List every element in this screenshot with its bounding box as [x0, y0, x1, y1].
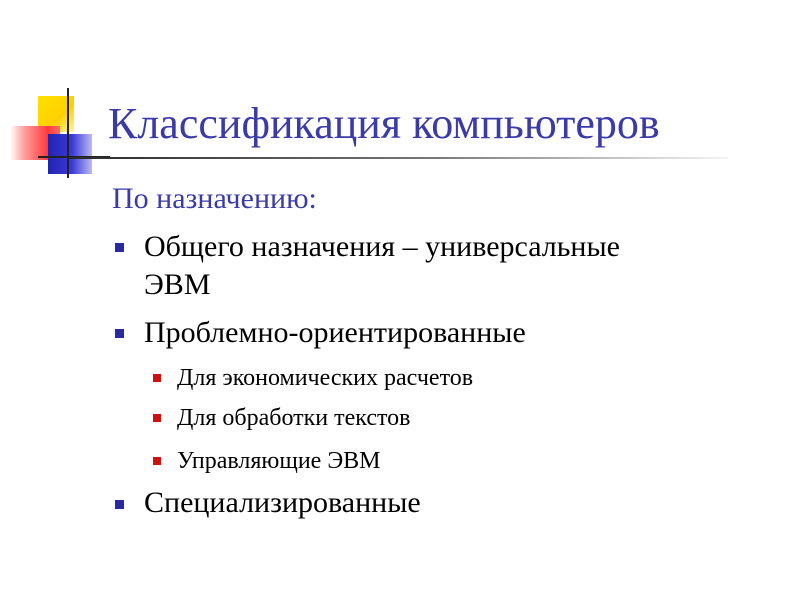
bullet-level1-icon	[115, 500, 124, 509]
list-item	[144, 314, 526, 352]
bullet-level2-icon	[153, 414, 161, 422]
list-item-line: Общего назначения – универсальные	[144, 230, 620, 263]
list-item	[177, 363, 473, 393]
list-item-line: Для экономических расчетов	[177, 365, 474, 391]
bullet-level1-icon	[115, 243, 124, 252]
list-item-line: Управляющие ЭВМ	[177, 448, 381, 474]
bullet-level2-icon	[153, 374, 161, 382]
bullet-level1-icon	[115, 329, 124, 338]
list-item	[177, 446, 381, 476]
list-item-line: ЭВМ	[144, 268, 211, 301]
list-item	[144, 484, 421, 522]
list-item-line: Специализированные	[144, 486, 421, 519]
list-item	[177, 403, 411, 433]
list-item	[144, 228, 620, 304]
list-item-line: Проблемно-ориентированные	[144, 316, 526, 349]
bullet-level2-icon	[153, 457, 161, 465]
slide-subtitle: По назначению:	[112, 182, 317, 215]
slide-title: Классификация компьютеров	[108, 99, 660, 148]
list-item-line: Для обработки текстов	[177, 405, 411, 431]
